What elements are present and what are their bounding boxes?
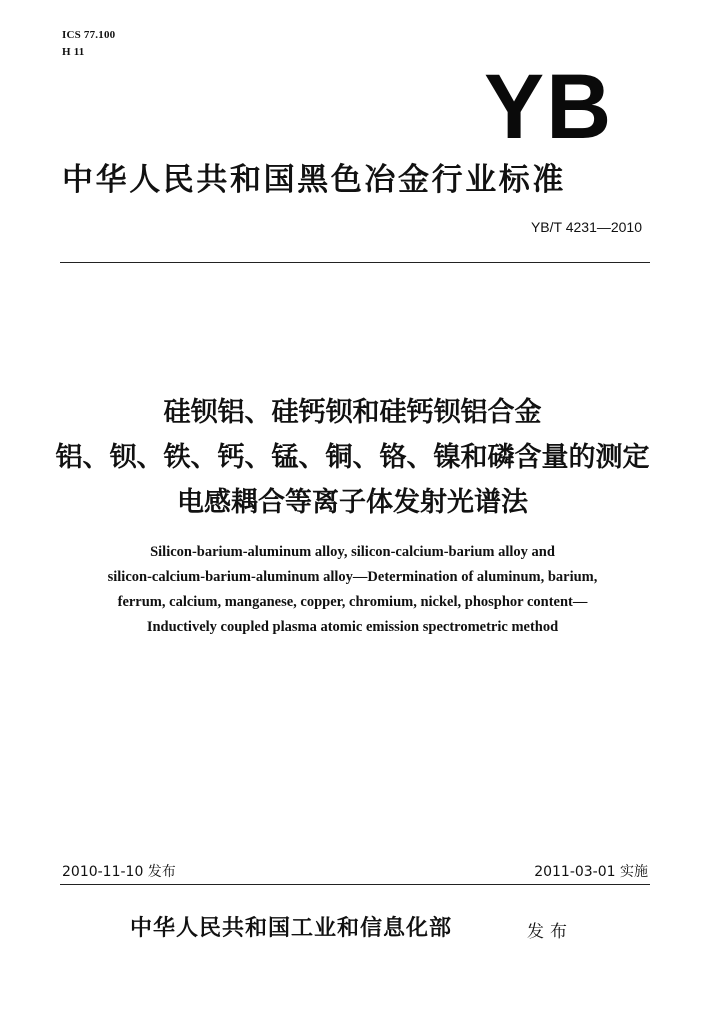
english-title <box>40 540 665 640</box>
english-title-line: Inductively coupled plasma atomic emission spectrometric method <box>146 619 559 635</box>
chinese-title-line: 铝、钡、铁、钙、锰、铜、铬、镍和磷含量的测定 <box>55 442 650 473</box>
issuing-standard-body: 中华人民共和国黑色冶金行业标准 <box>62 162 566 198</box>
implementation-date: 2011-03-01 实施 <box>534 864 648 880</box>
footer-divider <box>60 884 650 885</box>
chinese-title-line: 电感耦合等离子体发射光谱法 <box>177 487 528 518</box>
issue-date: 2010-11-10 发布 <box>62 864 176 880</box>
publish-label: 发布 <box>527 922 573 942</box>
chinese-title-line: 硅钡铝、硅钙钡和硅钙钡铝合金 <box>163 397 542 428</box>
english-title-line: ferrum, calcium, manganese, copper, chromium, nickel, phosphor content— <box>117 594 588 610</box>
english-title-line: Silicon-barium-aluminum alloy, silicon-calcium-barium alloy and <box>150 544 555 560</box>
english-title-line: silicon-calcium-barium-aluminum alloy—Determination of aluminum, barium, <box>107 569 598 585</box>
header-divider <box>60 262 650 263</box>
yb-logo: YB <box>484 56 614 158</box>
class-code: H 11 <box>62 46 85 58</box>
chinese-title <box>40 390 665 525</box>
classification-codes <box>62 27 115 61</box>
standard-number: YB/T 4231—2010 <box>530 219 642 235</box>
publisher: 中华人民共和国工业和信息化部 <box>130 915 453 941</box>
ics-code: ICS 77.100 <box>62 29 116 41</box>
